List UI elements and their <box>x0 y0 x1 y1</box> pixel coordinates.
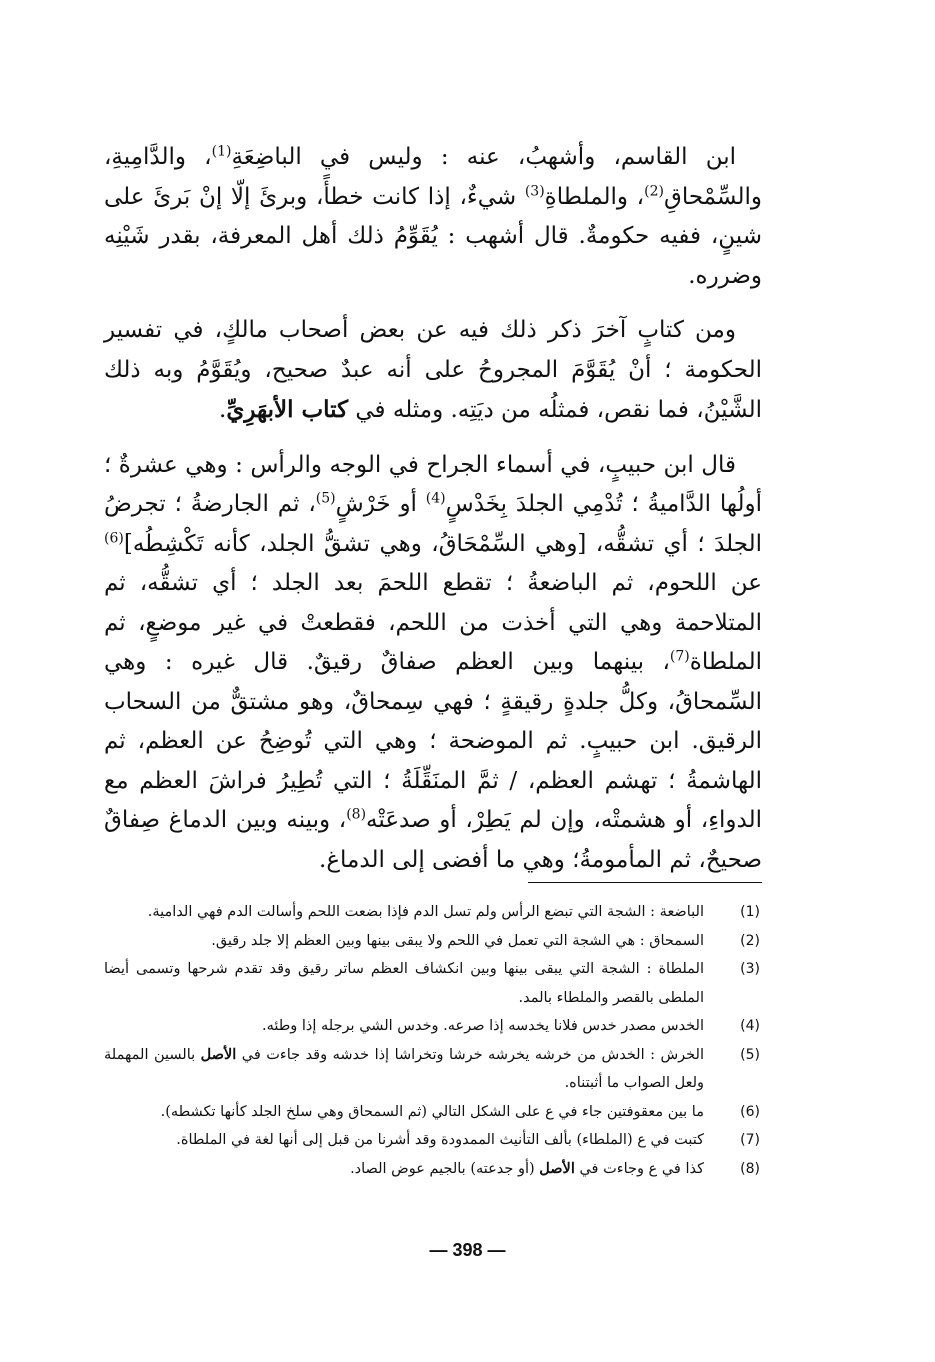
footnote-separator <box>528 882 762 883</box>
footnote-number: (7) <box>740 1132 760 1148</box>
text-segment: قال ابن حبيبٍ، في أسماء الجراح في الوجه والرأس : وهي عشرةٌ ؛ أولُها الدَّاميةُ ؛ تُدْمِي الجلدَ بِخَدْسٍ <box>104 451 762 517</box>
footnote-ref: (5) <box>315 490 336 507</box>
footnote-ref: (2) <box>644 182 664 199</box>
footnote-text: ما بين معقوفتين جاء في ع على الشكل التالي (ثم السمحاق وهي سلخ الجلد كأنها تكشطه). <box>160 1103 704 1120</box>
paragraph-1 <box>104 138 762 296</box>
footnote-bold-term: الأصل <box>539 1159 575 1177</box>
footnote-text: الباضعة : الشجة التي تبضع الرأس ولم تسل الدم فإذا بضعت اللحم وأسالت الدم فهي الدامية. <box>147 904 704 920</box>
footnote-ref: (6) <box>104 529 124 546</box>
footnote-8 <box>104 1155 764 1184</box>
footnote-1 <box>104 898 764 927</box>
footnote-ref: (1) <box>211 143 232 160</box>
paragraph-2 <box>104 311 762 431</box>
footnote-text-segment: كذا في ع وجاءت في <box>574 1160 704 1177</box>
footnote-text: السمحاق : هي الشجة التي تعمل في اللحم ولا يبقى بينها وبين العظم إلا جلد رقيق. <box>211 932 704 949</box>
text-segment: عن اللحوم، ثم الباضعةُ ؛ تقطع اللحمَ بعد الجلد ؛ أي تشقُّه، ثم المتلاحمة وهي التي أخذت من اللحم، فقطعتْ في غير موضعٍ، ثم الملطاة <box>104 570 762 675</box>
footnote-text: كتبت في ع (الملطاء) بألف التأنيث الممدودة وقد أشرنا من قبل إلى أنها لغة في الملطاة. <box>176 1132 704 1148</box>
footnote-text <box>104 1041 704 1098</box>
footnote-number: (5) <box>740 1046 760 1063</box>
text-segment: . <box>219 397 227 423</box>
footnote-ref: (8) <box>346 806 367 823</box>
footnote-text-segment: بالسين المهملة ولعل الصواب ما أثبتناه. <box>104 1046 704 1091</box>
page-number: — 398 — <box>429 1240 506 1260</box>
footnote-6 <box>104 1098 764 1127</box>
footnote-number: (4) <box>740 1018 760 1034</box>
footnote-text: الخدس مصدر خدس فلانا يخدسه إذا صرعه. وخدس الشي برجله إذا وطئه. <box>261 1018 704 1034</box>
footnote-text-segment: (أو جدعته) بالجيم عوض الصاد. <box>350 1160 540 1177</box>
text-segment: ومن كتابٍ آخرَ ذكر ذلك فيه عن بعض أصحاب مالكٍ، في تفسير الحكومة ؛ أنْ يُقَوَّمَ المجروحُ على أنه عبدٌ صحيح، ويُقَوَّمُ وبه ذلك الشَّيْنُ، فما نقص، فمثلُه من ديَتِه. ومثله في <box>104 317 762 423</box>
text-segment: أو خَرْشٍ <box>335 491 426 517</box>
footnote-3 <box>104 955 764 1012</box>
footnote-number: (6) <box>740 1103 760 1120</box>
footnote-2 <box>104 927 764 956</box>
footnote-ref: (4) <box>425 490 446 507</box>
footnote-number: (2) <box>740 932 760 949</box>
footnote-number: (1) <box>740 904 760 920</box>
text-segment: ، والدَّامِيةِ، والسِّمْحاقِ <box>104 144 762 210</box>
footnote-ref: (7) <box>669 648 690 665</box>
footnote-7 <box>104 1126 764 1155</box>
text-segment: ، بينهما وبين العظم صفاقٌ رقيقٌ. قال غيره : وهي السِّمحاقُ، وكلُّ جلدةٍ رقيقةٍ ؛ فهي سِمحاقٌ، وهو مشتقٌّ من السحاب الرقيق. ابن حبيبٍ. ثم الموضحة ؛ وهي التي تُوضِحُ عن العظم، ثم الهاشمةُ ؛ تهشم العظم، / ثمَّ المنَقِّلَةُ ؛ التي تُطِيرُ فراشَ العظم مع الدواءِ، أو هشمتْه، وإن لم يَطِرْ، أو صدعَتْه <box>104 649 763 833</box>
book-title-bold: كتاب الأبهَرِيِّ <box>226 396 349 423</box>
paragraph-3 <box>104 446 762 881</box>
footnote-text: الملطاة : الشجة التي يبقى بينها وبين انكشاف العظم ساتر رقيق وقد تقدم شرحها وتسمى أيضا الملطى بالقصر والملطاء بالمد. <box>104 961 704 1006</box>
text-segment: شيءٌ، إذا كانت خطأً، وبرئَ إلّا إنْ بَرئَ على شينٍ، ففيه حكومةٌ. قال أشهب : يُقَوِّمُ ذلك أهل المعرفة، بقدر شَيْنِه وضرره. <box>104 183 762 289</box>
footnote-number: (3) <box>740 961 760 977</box>
footnote-text <box>104 1155 704 1184</box>
main-text <box>104 138 762 895</box>
text-segment: ابن القاسم، وأشهبُ، عنه : وليس في الباضِعَةِ <box>231 144 736 170</box>
text-segment: ، ثم الجارضةُ ؛ تجرضُ الجلدَ ؛ أي تشقُّه، [وهي السِّمْحَاقُ، وهي تشقُّ الجلد، كأنه تَكْشِطُه] <box>104 491 762 557</box>
footnote-5 <box>104 1041 764 1098</box>
footnotes <box>104 898 764 1183</box>
footnote-number: (8) <box>740 1160 760 1177</box>
footnote-bold-term: الأصل <box>200 1045 237 1063</box>
footnote-4 <box>104 1012 764 1041</box>
text-segment: ، والملطاةِ <box>544 183 645 210</box>
footnote-ref: (3) <box>524 182 545 199</box>
text-segment: ، وبينه وبين الدماغ صِفاقٌ صحيحٌ، ثم المأمومةُ؛ وهي ما أفضى إلى الدماغ. <box>104 807 762 873</box>
footnote-text-segment: الخرش : الخدش من خرشه يخرشه خرشا وتخراشا إذا خدشه وقد جاءت في <box>236 1046 704 1063</box>
